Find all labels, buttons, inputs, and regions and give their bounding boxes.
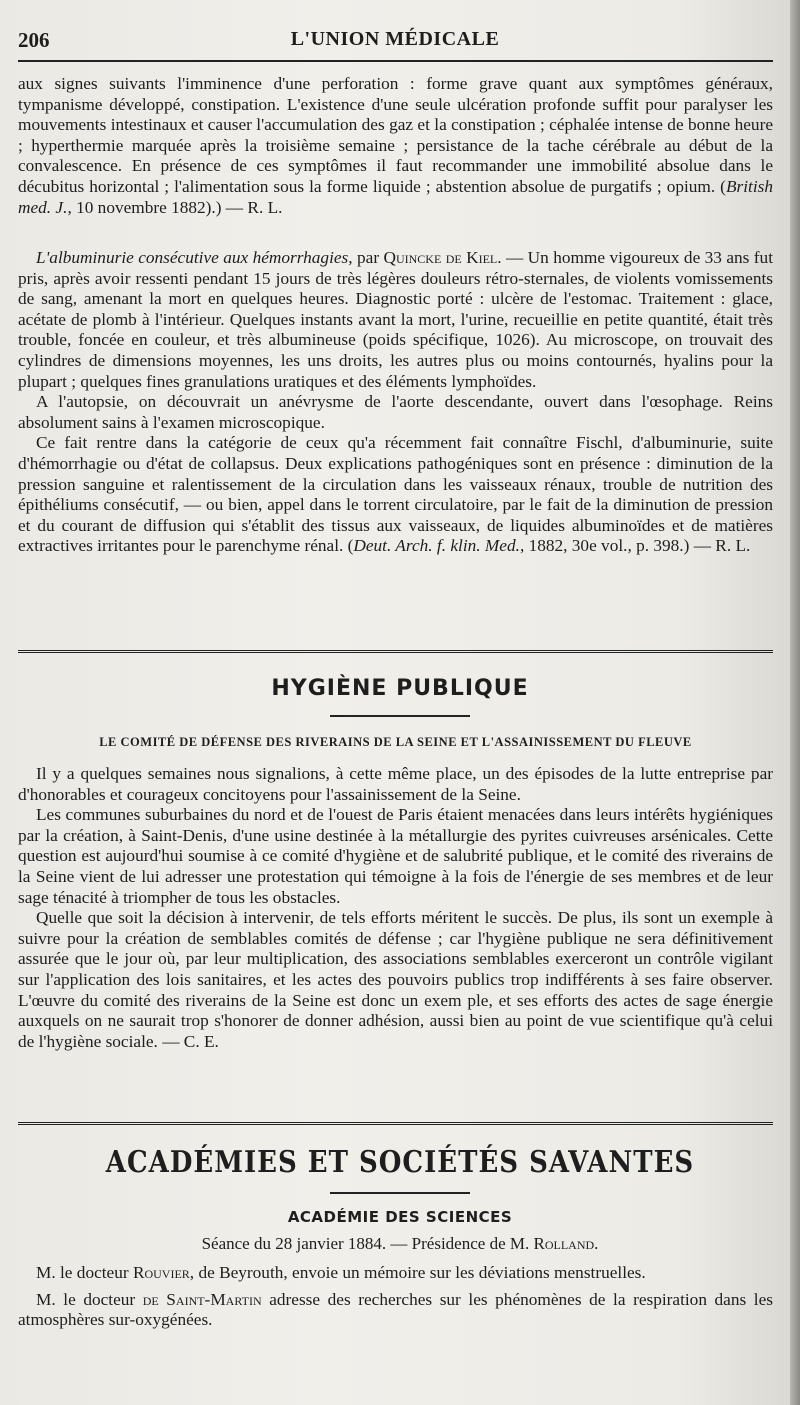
- page-binding-edge: [790, 0, 800, 1405]
- article2-paragraph3: Ce fait rentre dans la catégorie de ceux qu'a récemment fait connaître Fischl, d'albuminurie, suite d'hémorrhagie ou d'état de collapsus. Deux explications pathogéniques sont en présence : diminution de la pression sanguine et ralentissement de la circulation dans les vaisseaux rénaux, trouble de nutrition des épithéliums consécutif, — ou bien, appel dans le torrent circulatoire, par le fait de la diminution de pression et du courant de diffusion qui s'établit des tissus aux vaisseaux, de liquides albuminoïdes et de matières extractives irritantes pour le parenchyme rénal. (: [18, 433, 773, 556]
- section-rule-hygiene: [18, 650, 773, 653]
- seance-president: Rolland: [533, 1234, 595, 1253]
- article-hygiene: [18, 764, 773, 1052]
- seance-end: .: [594, 1234, 599, 1253]
- page-header: [0, 26, 790, 56]
- section-title-hygiene: HYGIÈNE PUBLIQUE: [271, 676, 529, 701]
- article1-reference: British med. J.: [18, 176, 773, 217]
- hygiene-subtitle: LE COMITÉ DE DÉFENSE DES RIVERAINS DE LA SEINE ET L'ASSAINISSEMENT DU FLEUVE: [99, 735, 692, 749]
- communication2-intro: M. le docteur: [36, 1289, 143, 1309]
- seance-line: [0, 1234, 800, 1254]
- article-typhoid-continuation: [18, 74, 773, 218]
- article2-signature: , 1882, 30e vol., p. 398.) — R. L.: [519, 536, 751, 556]
- academies-title-underline: [330, 1192, 470, 1194]
- article1-signature: , 10 novembre 1882).) — R. L.: [67, 197, 283, 217]
- running-title: L'UNION MÉDICALE: [290, 28, 500, 50]
- section-rule-academies: [18, 1122, 773, 1125]
- article2-by: par: [352, 248, 384, 267]
- article2-paragraph1: . — Un homme vigoureux de 33 ans fut pris, après avoir ressenti pendant 15 jours de très légères douleurs rétro-sternales, de violents vomissements de sang, amenant la mort en quelques heures. Diagnostic porté : ulcère de l'estomac. Traitement : glace, acétate de plomb à l'intérieur. Quelques instants avant la mort, l'urine, recueillie en petite quantité, était très trouble, foncée en couleur, et très albumineuse (poids spécifique, 1026). Au microscope, on trouvait des cylindres de dimensions moyennes, les uns droits, les autres plus ou moins contournés, hyalins pour la plupart ; quelques fines granulations uratiques et des éléments lymphoïdes.: [18, 248, 773, 391]
- hygiene-paragraph3: Quelle que soit la décision à intervenir, de tels efforts méritent le succès. De plus, ils sont un exemple à suivre pour la création de semblables comités de défense ; car l'hygiène publique ne sera définitivement assurée que le jour où, par leur multiplication, des associations semblables exerceront un contrôle vigilant sur l'application des lois sanitaires, et les actes des pouvoirs publics trop indifférents à ses faire observer. L'œuvre du comité des riverains de la Seine est donc un exem ple, et ses efforts des actes de sage énergie auxquels on ne saurait trop s'honorer de donner adhésion, aussi bien au point de vue scientifique qu'à celui de l'hygiène sociale. — C. E.: [18, 908, 773, 1051]
- article2-reference: Deut. Arch. f. klin. Med.: [353, 536, 520, 556]
- section-title-academies: ACADÉMIES ET SOCIÉTÉS SAVANTES: [105, 1145, 695, 1181]
- communication2-author: de Saint-Martin: [142, 1289, 262, 1309]
- hygiene-paragraph2: Les communes suburbaines du nord et de l'ouest de Paris étaient menacées dans leurs intérêts hygiéniques par la création, à Saint-Denis, d'une usine destinée à la métallurgie des pyrites cuivreuses arsénicales. Cette question est aujourd'hui soumise à ce comité d'hygiène et de salubrité publique, et le comité des riverains de la Seine vient de lui adresser une protestation qui témoigne à la fois de l'énergie de ses membres et de leur sage ténacité à triompher de tous les obstacles.: [18, 805, 773, 907]
- article2-title: L'albuminurie consécutive aux hémorrhagies,: [36, 248, 353, 267]
- page-number: 206: [18, 28, 50, 52]
- article2-author: Quincke de Kiel: [383, 248, 498, 267]
- article2-paragraph2: A l'autopsie, on découvrait un anévrysme de l'aorte descendante, ouvert dans l'œsophage. Reins absolument sains à l'examen microscopique.: [18, 392, 773, 432]
- article1-text: aux signes suivants l'imminence d'une perforation : forme grave quant aux symptômes généraux, tympanisme développé, constipation. L'existence d'une seule ulcération profonde suffit pour paralyser les mouvements intestinaux et causer l'accumulation des gaz et la constipation ; céphalée intense de bonne heure ; hyperthermie marquée après la troisième semaine ; persistance de la tache cérébrale au début de la convalescence. En présence de ces symptômes il faut recommander une immobilité absolue dans le décubitus horizontal ; l'alimentation sous la forme liquide ; abstention absolue de purgatifs ; opium. (: [18, 74, 773, 196]
- hygiene-title-underline: [330, 715, 470, 717]
- academy-name: ACADÉMIE DES SCIENCES: [287, 1208, 513, 1226]
- communication2-text: adresse des recherches sur les phénomènes de la respiration dans les atmosphères sur-oxygénées.: [18, 1289, 773, 1330]
- communication1-text: , de Beyrouth, envoie un mémoire sur les déviations menstruelles.: [189, 1263, 646, 1282]
- communication1-intro: M. le docteur: [36, 1263, 133, 1282]
- communication1-author: Rouvier: [132, 1263, 190, 1282]
- article-albuminurie: [18, 248, 773, 557]
- header-rule: [18, 60, 773, 62]
- hygiene-paragraph1: Il y a quelques semaines nous signalions, à cette même place, un des épisodes de la lutte entreprise par d'honorables et courageux concitoyens pour l'assainissement de la Seine.: [18, 764, 773, 804]
- seance-date: Séance du 28 janvier 1884. — Présidence de M.: [201, 1234, 534, 1253]
- academy-communications: [18, 1263, 773, 1331]
